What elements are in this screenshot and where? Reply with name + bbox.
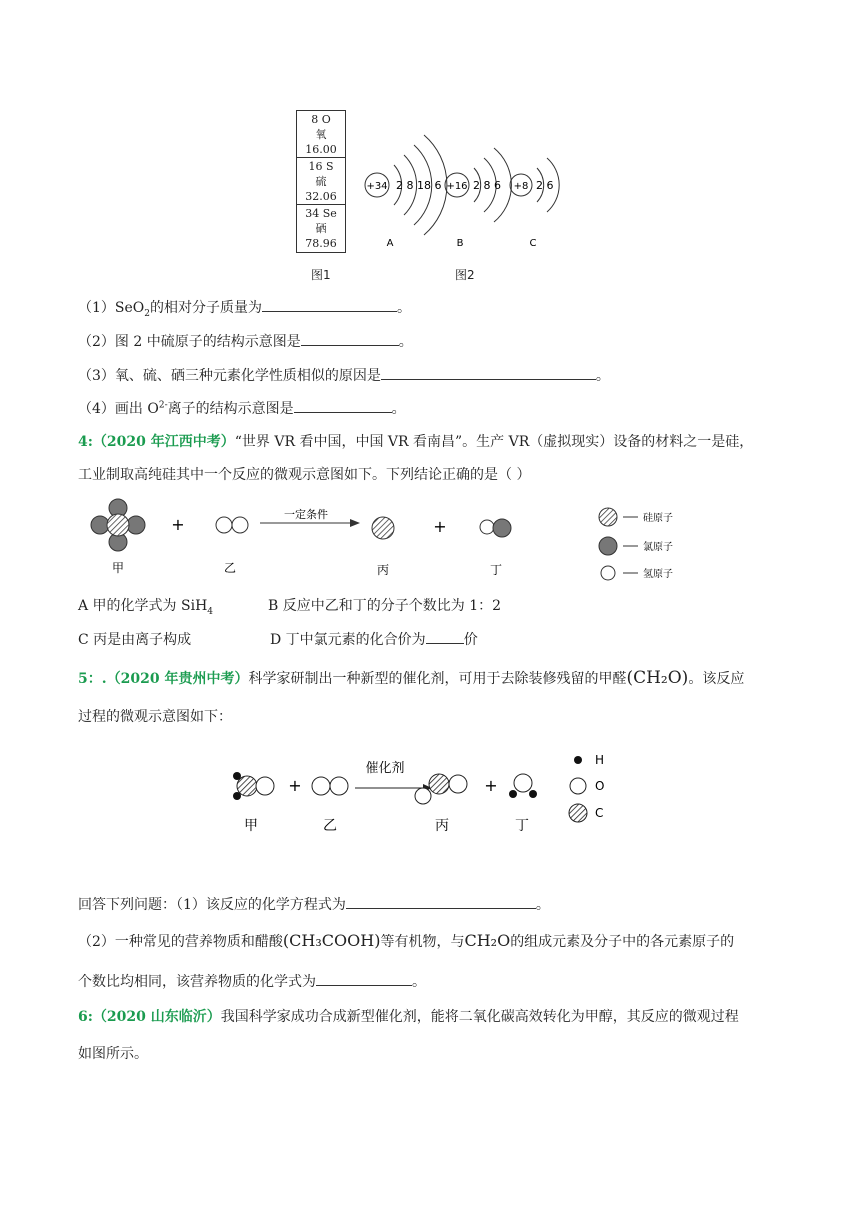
option-text: 价 [463,632,478,648]
item-text: （2）图 2 中硫原子的结构示意图是 [78,334,301,350]
atom-label: A [386,238,394,249]
legend-hydrogen: 氢原子 [643,569,673,580]
q3-item-2 [78,331,413,351]
fig1-caption: 图1 [311,268,331,282]
element-name: 氧 [315,128,327,141]
label-yi: 乙 [223,561,237,575]
element-cell-sulfur [297,158,345,205]
atom-diagram-b [445,148,511,249]
atom-label: B [456,238,464,249]
subscript: 2 [144,308,150,319]
question-text: （2）一种常见的营养物质和醋酸 [78,934,283,950]
q3-item-1 [78,297,411,319]
item-end: 。 [397,300,411,316]
q4-stem-line1 [78,431,753,451]
label-jia: 甲 [111,561,125,575]
question-text: 科学家研制出一种新型的催化剂，可用于去除装修残留的甲醛 [248,671,627,687]
q4-option-b: B 反应中乙和丁的分子个数比为 1：2 [268,598,502,614]
shell-electrons: 2 6 [536,179,554,192]
element-number-symbol: 16 S [308,160,334,173]
q6-stem-line2: 如图所示。 [78,1046,148,1062]
question-source: 4:（2020 年江西中考） [78,434,235,450]
q5-stem-line1 [78,668,744,688]
formula: (CH₂O) [626,668,689,688]
answer-blank[interactable] [381,367,596,380]
legend-c: C [595,806,604,820]
atom-diagram-a [365,135,447,249]
question-text: 我国科学家成功合成新型催化剂，能将二氧化碳高效转化为甲醇，其反应的微观过程 [220,1009,739,1025]
answer-blank[interactable] [262,299,397,312]
q4-stem-line2: 工业制取高纯硅其中一个反应的微观示意图如下。下列结论正确的是（ ） [78,467,531,483]
q5-stem-line2: 过程的微观示意图如下： [78,709,232,725]
label-jia: 甲 [244,818,258,834]
question-text: 等有机物，与 [380,934,465,950]
question-text: “世界 VR 看中国，中国 VR 看南昌”。生产 VR（虚拟现实）设备的材料之一是硅， [234,434,754,450]
question-source: 6:（2020 山东临沂） [78,1009,221,1025]
option-text: D 丁中氯元素的化合价为 [270,632,426,648]
element-mass: 16.00 [305,143,337,156]
q5-reaction-diagram [225,750,625,840]
q3-item-4 [78,398,406,418]
periodic-table-figure [296,110,346,253]
question-text: 回答下列问题：（1）该反应的化学方程式为 [78,897,346,913]
atom-diagram-c [510,158,559,249]
q4-option-d [270,629,478,649]
plus-sign: + [484,776,498,795]
nucleus-label: +16 [446,181,468,192]
nucleus-label: +8 [513,181,529,192]
question-text: 的组成元素及分子中的各元素原子的 [510,934,735,950]
shell-electrons: 2 8 18 6 [396,179,442,192]
molecule-jia [91,499,145,551]
answer-blank[interactable] [301,333,399,346]
item-end: 。 [595,368,610,384]
legend-silicon: 硅原子 [643,513,673,524]
q6-stem-line1 [78,1006,739,1026]
plus-sign: + [433,517,447,536]
q3-item-3 [78,365,610,385]
question-text: 。该反应 [688,671,745,687]
q5-sub2-line2 [78,971,426,991]
formula: (CH₃COOH) [282,931,381,950]
legend-o: O [595,779,605,793]
shell-electrons: 2 8 6 [473,179,501,192]
superscript: 2- [158,400,168,411]
q4-option-a [78,595,213,617]
element-number-symbol: 34 Se [305,207,337,220]
fig2-caption: 图2 [455,268,475,282]
item-text: （4）画出 O [78,401,159,417]
molecule-bing [372,517,394,539]
answer-blank[interactable] [346,896,536,909]
item-text: 的相对分子质量为 [150,300,262,316]
answer-blank[interactable] [294,400,392,413]
legend-chlorine: 氯原子 [643,542,673,553]
legend-h: H [595,753,605,767]
label-yi: 乙 [323,818,337,834]
formula: CH₂O [464,931,511,950]
item-end: 。 [391,401,406,417]
element-number-symbol: 8 O [311,113,331,126]
item-end: 。 [398,334,413,350]
question-source: 5：.（2020 年贵州中考） [78,671,249,687]
atom-structure-figure [360,120,590,255]
label-bing: 丙 [376,563,390,577]
answer-blank[interactable] [426,631,464,644]
reaction-condition: 一定条件 [284,508,328,521]
legend [569,753,604,822]
nucleus-label: +34 [366,181,388,192]
molecule-jia [233,772,274,800]
element-mass: 78.96 [305,237,337,250]
answer-blank[interactable] [316,973,412,986]
q4-option-c: C 丙是由离子构成 [78,632,192,648]
q4-reaction-diagram [78,490,718,585]
label-ding: 丁 [515,818,529,834]
option-text: A 甲的化学式为 SiH [78,598,208,614]
item-text: 离子的结构示意图是 [167,401,294,417]
label-ding: 丁 [489,563,503,577]
reaction-condition: 催化剂 [365,761,405,776]
element-name: 硫 [315,175,327,188]
plus-sign: + [288,776,302,795]
molecule-ding [480,519,511,537]
question-text: 。 [412,974,426,990]
element-name: 硒 [315,222,327,235]
item-text: （1）SeO [78,300,145,316]
question-text: 。 [535,897,550,913]
atom-label: C [529,238,537,249]
subscript: 4 [207,606,214,617]
element-cell-oxygen [297,111,345,158]
element-mass: 32.06 [305,190,337,203]
molecule-yi [216,517,248,533]
molecule-bing [415,774,467,804]
legend [599,508,673,580]
item-text: （3）氧、硫、硒三种元素化学性质相似的原因是 [78,368,381,384]
label-bing: 丙 [435,818,449,834]
plus-sign: + [171,515,185,534]
element-cell-selenium [297,205,345,252]
question-text: 个数比均相同，该营养物质的化学式为 [78,974,316,990]
q5-sub2-line1 [78,931,734,951]
q5-sub1 [78,894,550,914]
molecule-ding [509,774,537,798]
molecule-yi [312,777,348,795]
